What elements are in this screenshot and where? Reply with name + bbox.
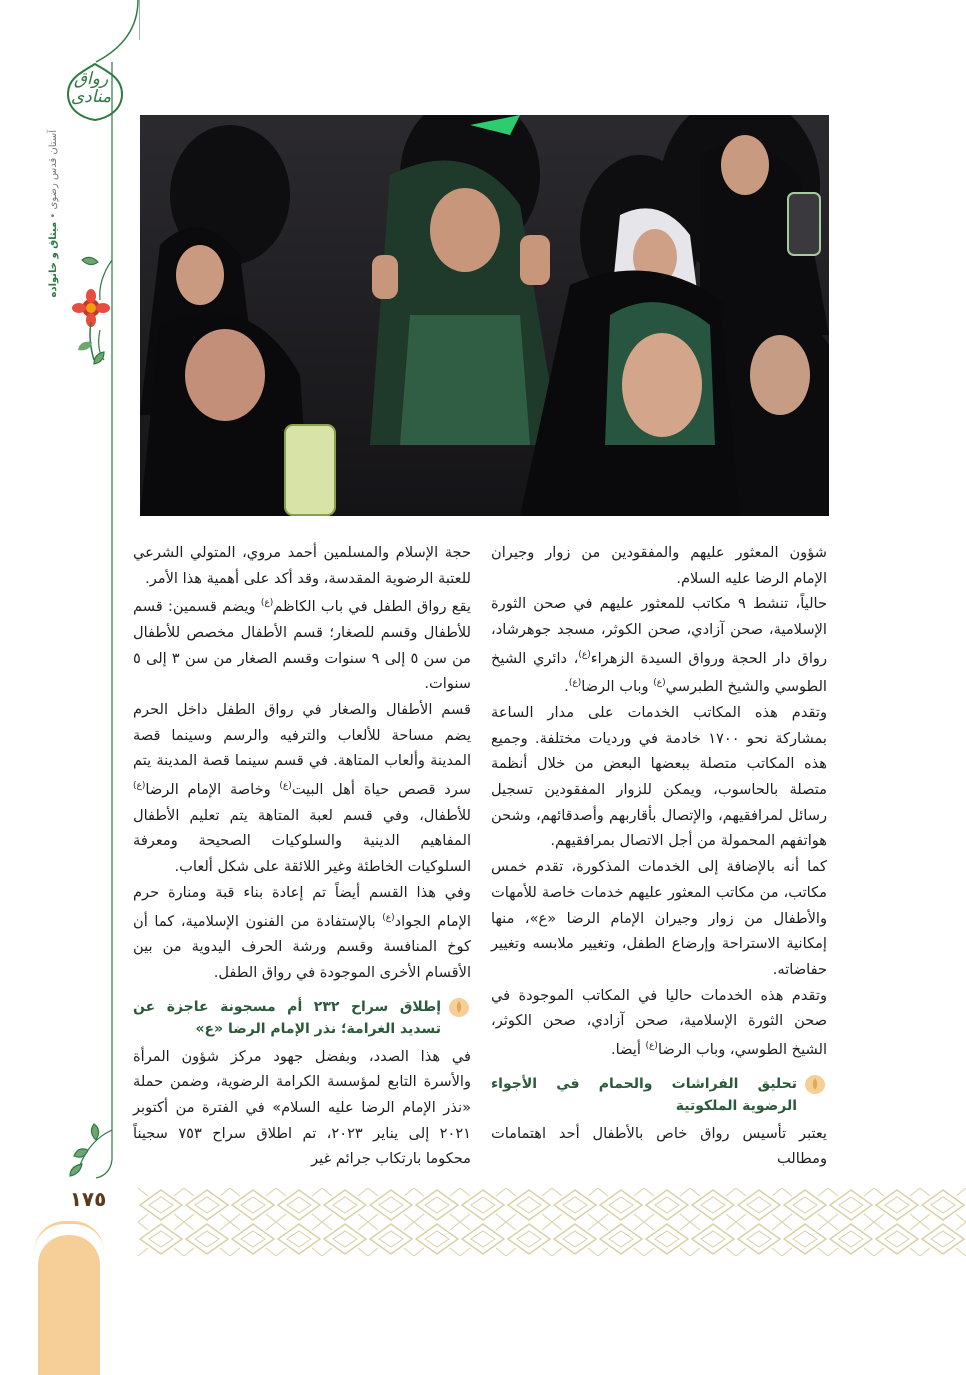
honorific-sup: (ع) — [568, 678, 582, 689]
flower-ornament-icon — [68, 280, 114, 370]
paragraph-text: قسم الأطفال والصغار في رواق الطفل داخل الحرم يضم مساحة للألعاب والترفيه والرسم وسينما قصة المدينة وألعاب المتاهة. في قسم سينما قصة المدينة يتم سرد قصص حياة أهل البيت — [133, 701, 471, 799]
bottom-tab-decoration — [38, 1235, 100, 1375]
section-heading-text: تحليق الفراشات والحمام في الأجواء الرضوية الملكوتية — [491, 1075, 797, 1114]
sidebar-frame — [0, 0, 140, 1371]
sidebar-caption — [48, 130, 64, 298]
paragraph — [491, 700, 827, 854]
paragraph-text: بالإستفادة من الفنون الإسلامية، كما أن كوخ المنافسة وقسم ورشة الحرف اليدوية من بين الأقسام الأخرى الموجودة في رواق الطفل. — [133, 912, 471, 981]
paragraph — [133, 1044, 471, 1173]
honorific-sup: (ع) — [382, 912, 395, 923]
section-heading — [491, 1073, 827, 1117]
paragraph-text: وباب الرضا — [581, 678, 654, 696]
paragraph — [133, 540, 471, 591]
paragraph — [133, 880, 471, 986]
paragraph-text: وخاصة الإمام الرضا — [145, 781, 280, 799]
paragraph-text: للأطفال، وفي قسم لعبة المتاهة يتم تعليم الأطفال المفاهيم الدينية والسلوكيات الصحيحة ومعرفة السلوكيات الخاطئة وغير اللائقة على شكل ألعاب. — [133, 806, 471, 876]
text-column-left — [133, 540, 471, 1172]
caption-plain: آستان قدس رضوی • — [48, 130, 59, 219]
paragraph-text: وفي هذا القسم أيضاً تم إعادة بناء قبة ومنارة حرم الإمام الجواد — [133, 883, 471, 930]
paragraph-text: وتقدم هذه المكاتب الخدمات على مدار الساعة بمشاركة نحو ١٧٠٠ خادمة في ورديات مختلفة. وجميع هذه المكاتب متصلة ببعضها البعض من خلال أنظمة متصلة بالحاسوب، ويمكن للزوار المفقودين تسجيل رسائل لمرافقيهم، والإتصال بأقاربهم وأصدقائهم، وشحن هواتفهم المحمولة من أجل الاتصال بمرافقيهم. — [491, 703, 827, 850]
paragraph-text: يقع رواق الطفل في باب الكاظم — [273, 598, 471, 616]
honorific-sup: (ع) — [260, 598, 274, 609]
paragraph — [491, 983, 827, 1063]
section-heading — [133, 996, 471, 1040]
section-heading-text: إطلاق سراح ٢٣٢ أم مسجونة عاجزة عن تسديد الغرامة؛ نذر الإمام الرضا «ع» — [133, 998, 441, 1037]
heading-bullet-icon — [447, 996, 471, 1018]
paragraph-text: حجة الإسلام والمسلمين أحمد مروي، المتولي الشرعي للعتبة الرضوية المقدسة، وقد أكد على أهمية هذا الأمر. — [133, 544, 471, 587]
paragraph-text: حالياً، تنشط ٩ مكاتب للمعثور عليهم في صحن الثورة الإسلامية، صحن آزادي، صحن الكوثر، مسجد جوهرشاد، رواق دار الحجة ورواق السيدة الزهراء — [491, 595, 827, 667]
honorific-sup: (ع) — [133, 781, 146, 792]
honorific-sup: (ع) — [578, 649, 591, 660]
paragraph-text: ويضم قسمين: قسم للأطفال وقسم للصغار؛ قسم الأطفال مخصص للأطفال من سن ٥ إلى ٩ سنوات وقسم الصغار من سن ٣ إلى ٥ سنوات. — [133, 598, 471, 693]
paragraph — [133, 591, 471, 697]
logo-text: رواق منادی — [70, 69, 112, 107]
page-number: ١٧٥ — [69, 1187, 107, 1211]
honorific-sup: (ع) — [653, 678, 666, 689]
photo-pilgrims — [140, 115, 829, 516]
paragraph — [491, 591, 827, 700]
heading-bullet-icon — [803, 1073, 827, 1095]
paragraph — [491, 1121, 827, 1172]
caption-bold: میثاق و خانواده — [48, 221, 59, 298]
honorific-sup: (ع) — [279, 781, 292, 792]
paragraph-text: في هذا الصدد، وبفضل جهود مركز شؤون المرأة والأسرة التابع لمؤسسة الكرامة الرضوية، وضمن حملة «نذر الإمام الرضا عليه السلام» في الفترة من أكتوبر ٢٠٢١ إلى يناير ٢٠٢٣، تم اطلاق سراح ٧٥٣ سجيناً محكوما بارتكاب جرائم غير — [133, 1047, 472, 1168]
honorific-sup: (ع) — [645, 1041, 658, 1052]
sidebar-vine-border — [0, 0, 140, 1371]
paragraph — [133, 697, 471, 880]
paragraph-text: أيضا. — [611, 1040, 646, 1058]
paragraph-text: يعتبر تأسيس رواق خاص بالأطفال أحد اهتمامات ومطالب — [491, 1124, 827, 1168]
paragraph-text: . — [564, 678, 569, 696]
bottom-geometric-pattern — [138, 1188, 966, 1256]
paragraph-text: وتقدم هذه الخدمات حاليا في المكاتب الموجودة في صحن الثورة الإسلامية، صحن آزادي، صحن الكوثر، الشيخ الطوسي، وباب الرضا — [491, 986, 827, 1058]
paragraph-text: كما أنه بالإضافة إلى الخدمات المذكورة، تقدم خمس مكاتب، من مكاتب المعثور عليهم خدمات خاصة للأمهات والأطفال من زوار وجيران الإمام الرضا «ع»، منها إمكانية الاستراحة وإرضاع الطفل، وتغيير ملابسه وتغيير حفاضاته. — [491, 858, 827, 978]
paragraph-text: شؤون المعثور عليهم والمفقودين من زوار وجيران الإمام الرضا عليه السلام. — [491, 544, 827, 587]
paragraph-text: ، دائري الشيخ الطوسي والشيخ الطبرسي — [491, 649, 827, 696]
paragraph — [491, 854, 827, 983]
text-column-right — [491, 540, 827, 1172]
paragraph — [491, 540, 827, 591]
photo-illustration — [140, 115, 829, 516]
